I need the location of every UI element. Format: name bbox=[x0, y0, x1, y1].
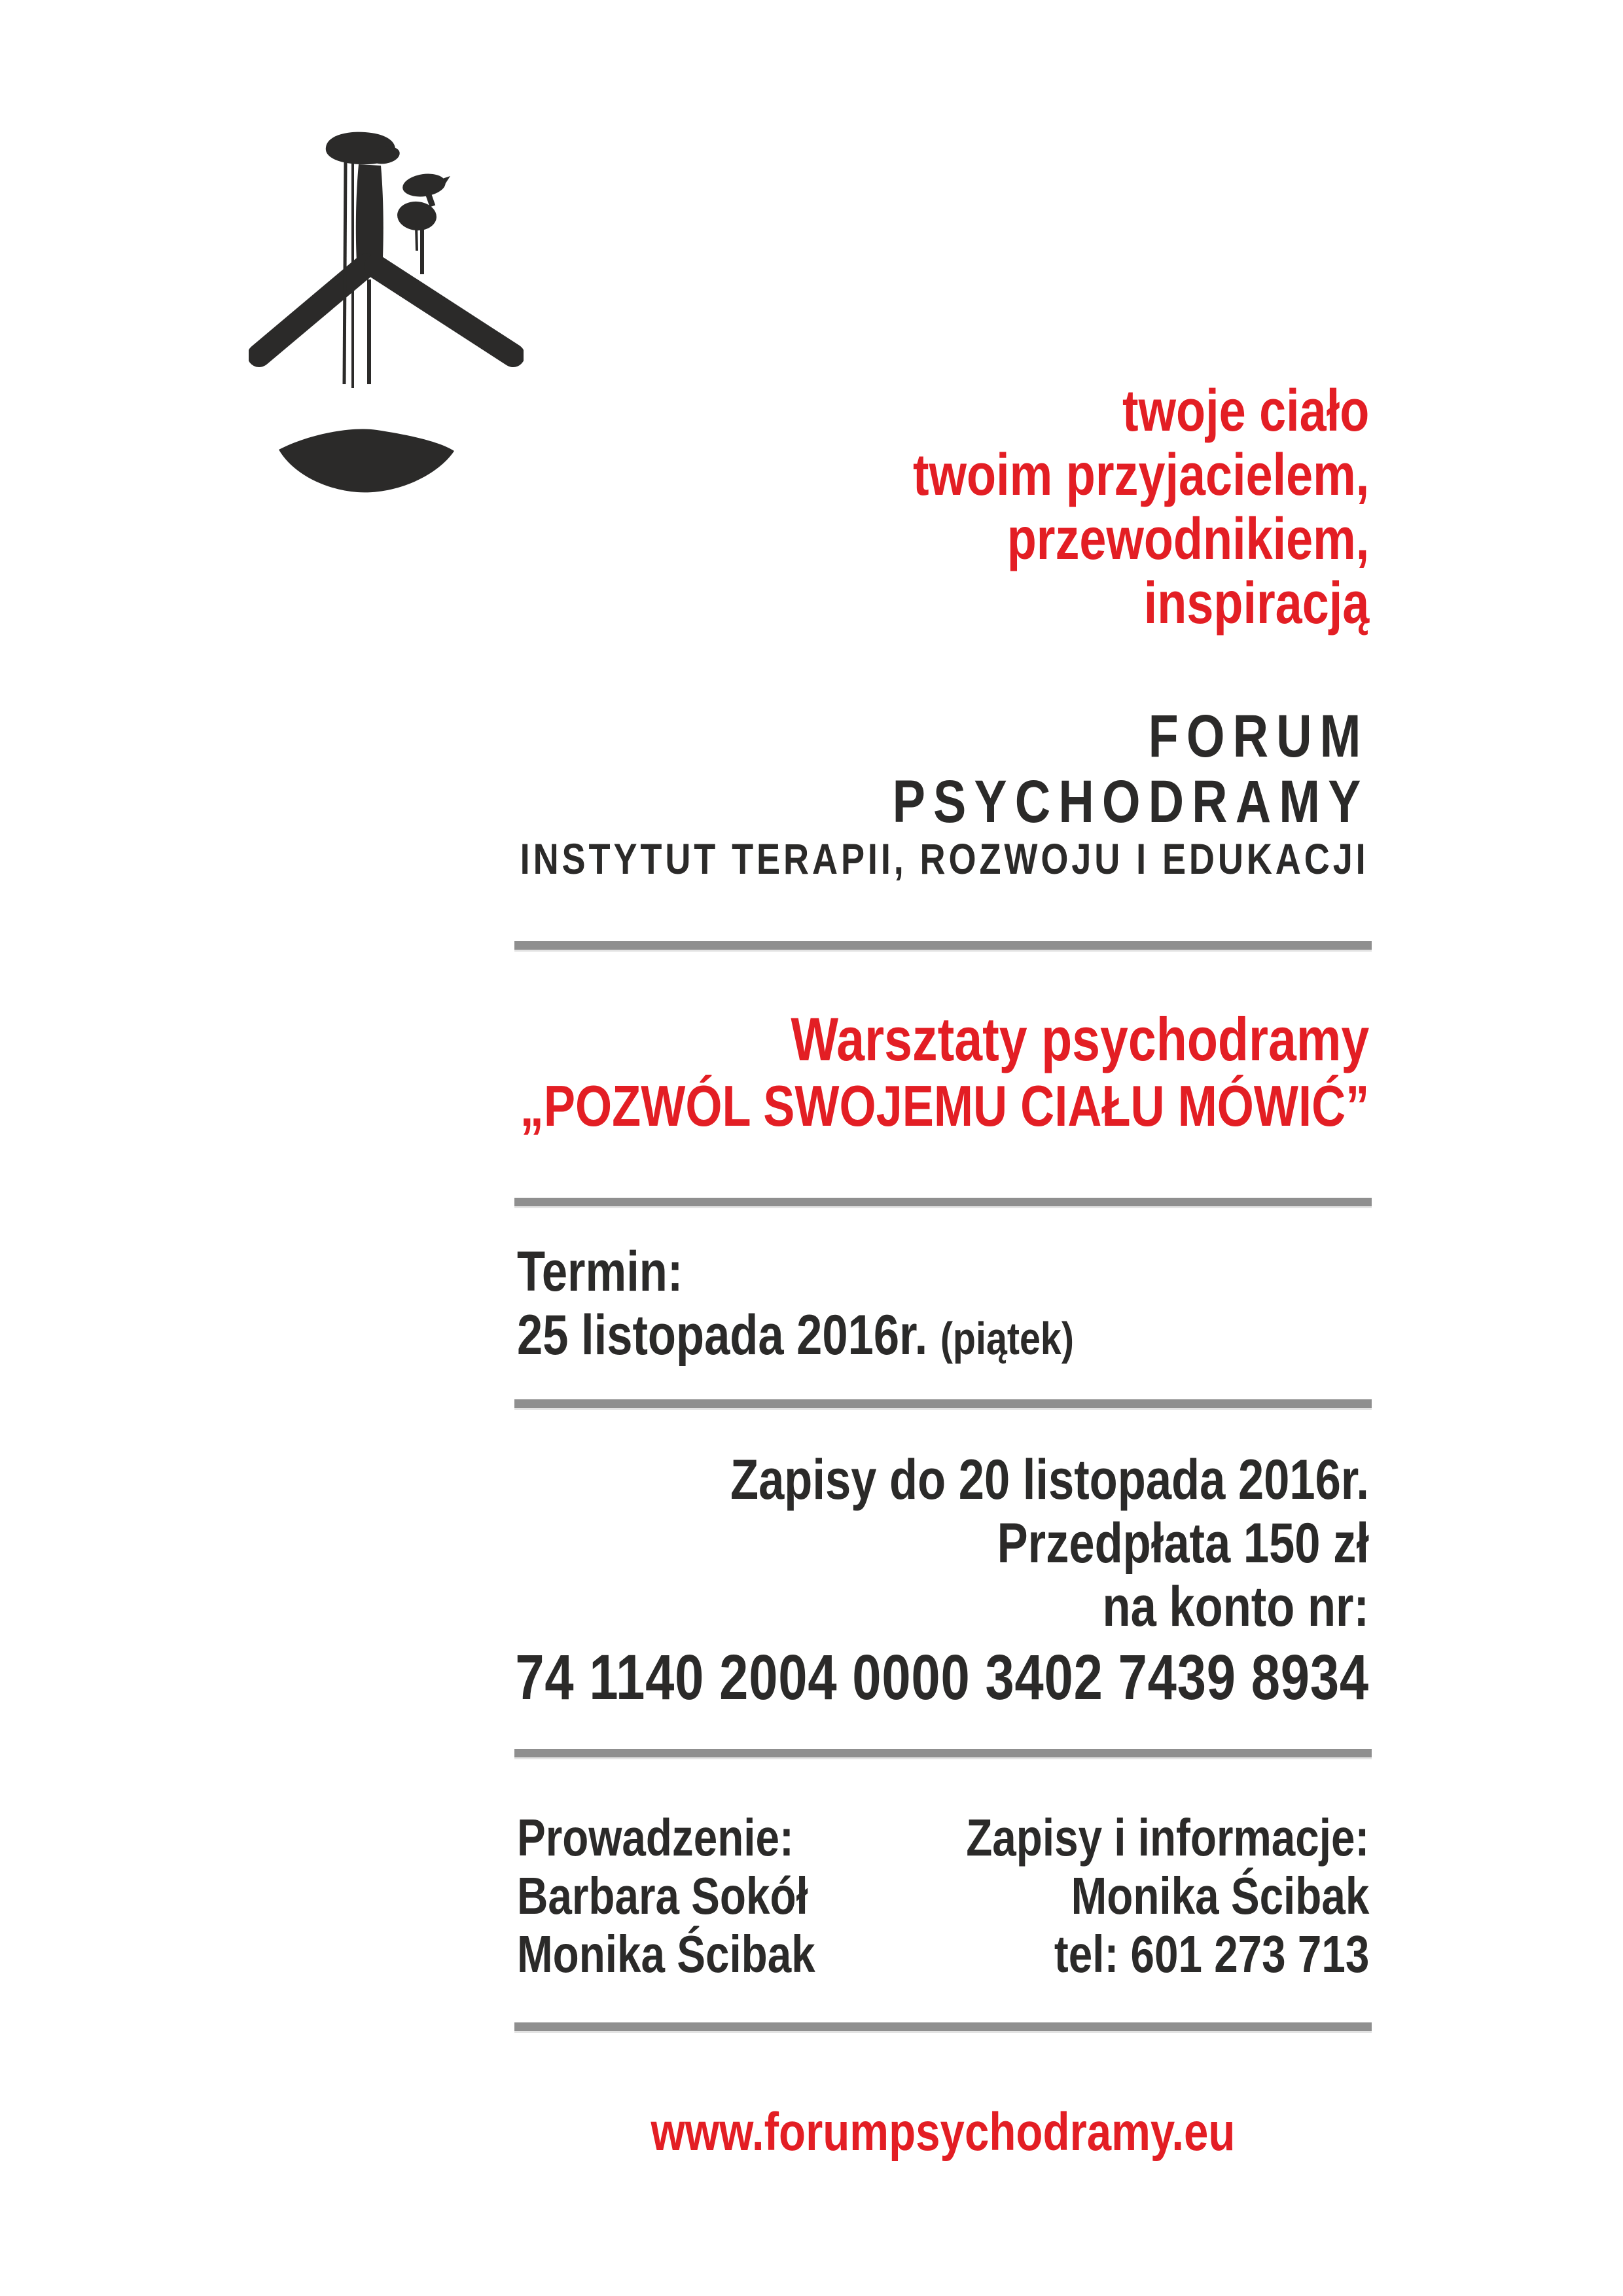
org-name-block bbox=[334, 704, 1369, 883]
divider-5 bbox=[514, 2022, 1372, 2033]
date-weekday: (piątek) bbox=[940, 1313, 1074, 1364]
org-name-line-2: PSYCHODRAMY bbox=[893, 768, 1369, 835]
tagline-line-3: przewodnikiem, bbox=[1007, 507, 1369, 572]
facilitators-label: Prowadzenie: bbox=[517, 1808, 794, 1867]
logo-small-head bbox=[401, 171, 447, 200]
facilitators-section bbox=[517, 1808, 881, 1983]
bank-account-number: 74 1140 2004 0000 3402 7439 8934 bbox=[515, 1641, 1369, 1713]
org-subtitle: INSTYTUT TERAPII, ROZWOJU I EDUKACJI bbox=[520, 834, 1369, 883]
account-label: na konto nr: bbox=[1102, 1575, 1369, 1638]
date-section bbox=[517, 1240, 1196, 1371]
divider-1 bbox=[514, 941, 1372, 952]
contact-label: Zapisy i informacje: bbox=[965, 1808, 1369, 1867]
workshop-heading bbox=[334, 1007, 1369, 1140]
tagline-line-4: inspiracją bbox=[1143, 571, 1369, 636]
date-value: 25 listopada 2016r. bbox=[517, 1304, 928, 1367]
registration-section bbox=[328, 1448, 1369, 1716]
ink-figures-logo bbox=[249, 128, 524, 501]
org-name-line-1: FORUM bbox=[1149, 703, 1369, 770]
contact-name: Monika Ścibak bbox=[1071, 1867, 1369, 1925]
workshop-heading-line-1: Warsztaty psychodramy bbox=[791, 1005, 1369, 1073]
contact-section bbox=[878, 1808, 1369, 1983]
divider-4 bbox=[514, 1749, 1372, 1759]
date-label: Termin: bbox=[517, 1240, 683, 1303]
tagline bbox=[813, 379, 1369, 636]
tagline-line-2: twoim przyjacielem, bbox=[912, 442, 1369, 508]
logo-lips bbox=[279, 429, 454, 492]
facilitator-name-2: Monika Ścibak bbox=[517, 1925, 815, 1983]
registration-deadline: Zapisy do 20 listopada 2016r. bbox=[730, 1448, 1369, 1511]
website-url-wrap bbox=[514, 2102, 1372, 2163]
divider-2 bbox=[514, 1198, 1372, 1208]
tagline-line-1: twoje ciało bbox=[1122, 378, 1369, 444]
contact-phone: tel: 601 273 713 bbox=[1054, 1925, 1369, 1983]
divider-3 bbox=[514, 1399, 1372, 1410]
prepayment-amount: Przedpłata 150 zł bbox=[997, 1512, 1369, 1575]
facilitator-name-1: Barbara Sokół bbox=[517, 1867, 808, 1925]
website-url: www.forumpsychodramy.eu bbox=[651, 2102, 1236, 2162]
date-value-row bbox=[517, 1304, 1074, 1371]
workshop-heading-line-2: „POZWÓL SWOJEMU CIAŁU MÓWIĆ” bbox=[520, 1073, 1369, 1138]
